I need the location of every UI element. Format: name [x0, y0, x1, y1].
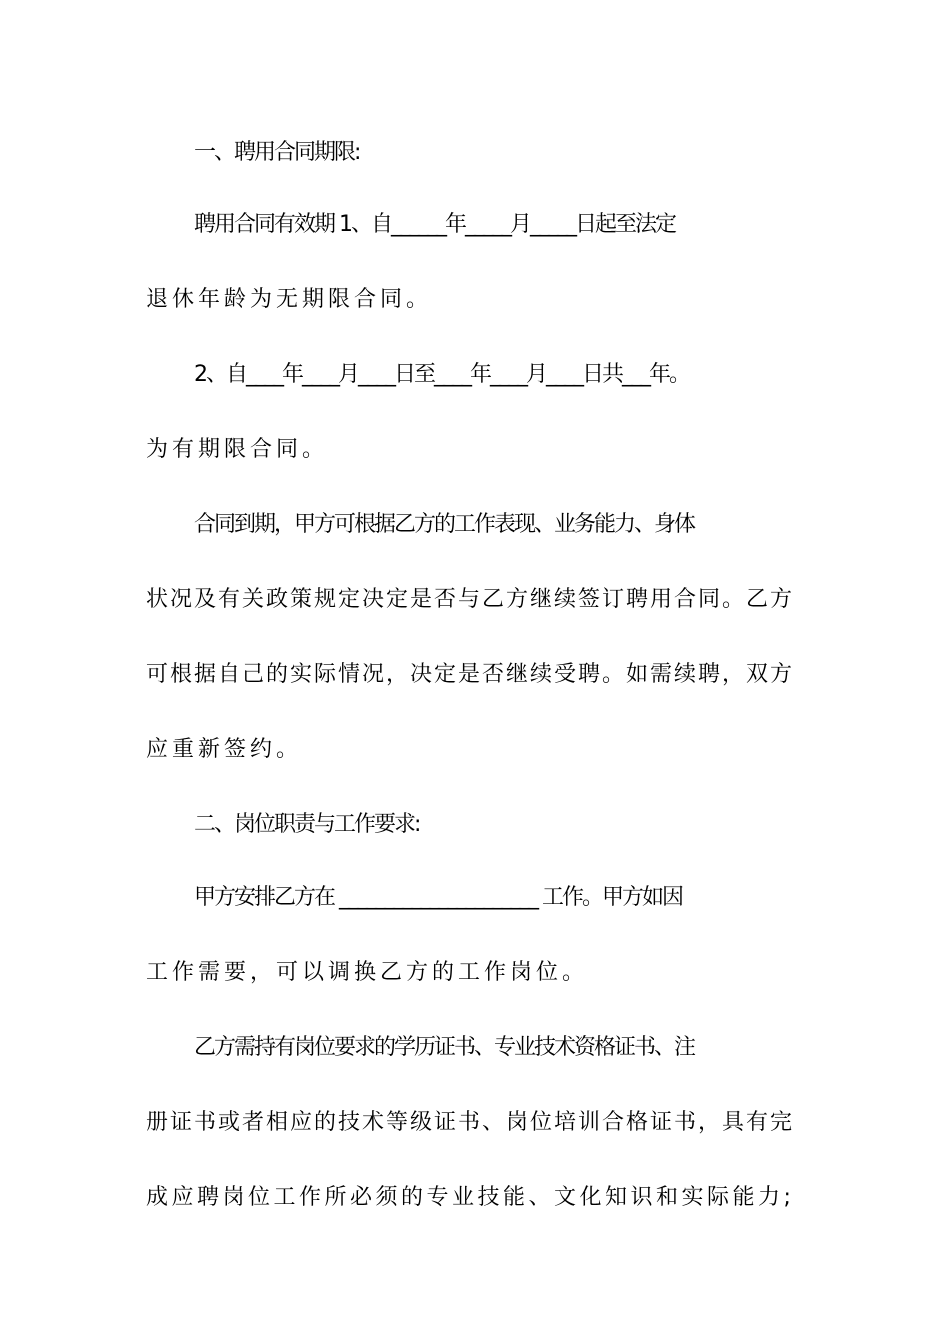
paragraph-line: 工作需要，可以调换乙方的工作岗位。 — [146, 960, 589, 985]
paragraph-line: 册证书或者相应的技术等级证书、岗位培训合格证书，具有完 — [146, 1110, 795, 1135]
paragraph-line: 合同到期，甲方可根据乙方的工作表现、业务能力、身体 — [194, 512, 695, 537]
paragraph-line: 状况及有关政策规定决定是否与乙方继续签订聘用合同。乙方 — [146, 587, 795, 612]
paragraph-line: 聘用合同有效期 1、自______年_____月_____日起至法定 — [194, 212, 675, 237]
section-heading-duties: 二、岗位职责与工作要求: — [194, 812, 420, 837]
paragraph-line: 应重新签约。 — [146, 737, 303, 762]
paragraph-line: 成应聘岗位工作所必须的专业技能、文化知识和实际能力; — [146, 1185, 795, 1210]
paragraph-line: 乙方需持有岗位要求的学历证书、专业技术资格证书、注 — [194, 1035, 695, 1060]
paragraph-line: 2、自____年____月____日至____年____月____日共___年。 — [194, 362, 689, 387]
paragraph-line: 退休年龄为无期限合同。 — [146, 287, 433, 312]
paragraph-line: 甲方安排乙方在 ______________________ 工作。甲方如因 — [194, 885, 682, 910]
paragraph-line: 为有期限合同。 — [146, 437, 329, 462]
section-heading-term: 一、聘用合同期限: — [194, 140, 360, 165]
paragraph-line: 可根据自己的实际情况，决定是否继续受聘。如需续聘，双方 — [146, 662, 795, 687]
